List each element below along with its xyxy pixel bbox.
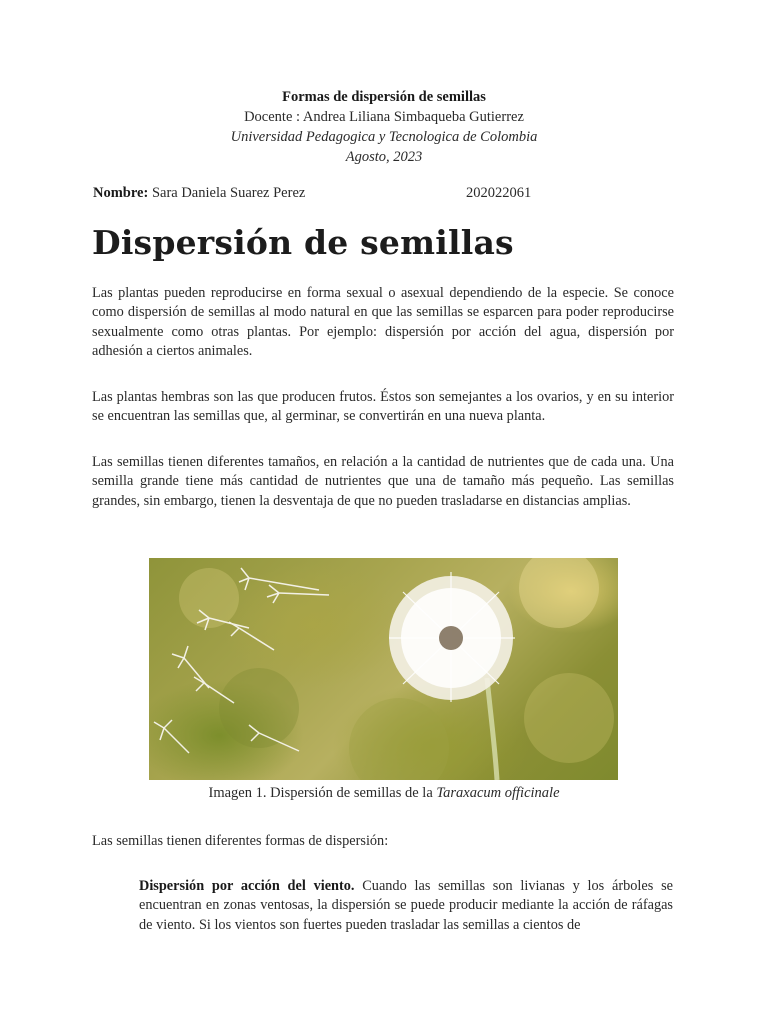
date-line: Agosto, 2023 [345,149,423,165]
caption-species: Taraxacum officinale [436,785,560,801]
name-label: Nombre: [93,185,149,201]
paragraph-sizes: Las semillas tienen diferentes tamaños, en relación a la cantidad de nutrientes que de cada una. Una semilla grande tiene más cantidad de nutrientes que una de tamaño más pequeño. Las semillas grandes, sin embargo, tienen la desventaja de que no pueden trasladarse en distancias amplias. [92,454,674,509]
university-line: Universidad Pedagogica y Tecnologica de Colombia [230,129,538,145]
wind-dispersal-lead: Dispersión por acción del viento. [139,878,355,894]
figure-caption [0,785,768,802]
document-title: Formas de dispersión de semillas [282,89,486,105]
student-info [93,185,693,202]
paragraph-fruits: Las plantas hembras son las que producen frutos. Éstos son semejantes a los ovarios, y en su interior se encuentran las semillas que, al germinar, se convertirán en una nueva planta. [92,389,674,425]
caption-text: Imagen 1. Dispersión de semillas de la [208,785,437,801]
wind-dispersal-text: Cuando las semillas son livianas y los árboles se encuentran en zonas ventosas, la dispersión se puede producir mediante la acción de ráfagas de viento. Si los vientos son fuertes pueden trasladar las semillas a cientos de [139,878,673,933]
dandelion-photo [149,558,618,780]
student-id: 202022061 [466,185,532,201]
student-name: Sara Daniela Suarez Perez [151,185,306,201]
section-heading: Dispersión de semillas [92,223,514,262]
document-header [0,87,768,167]
paragraph-intro: Las plantas pueden reproducirse en forma sexual o asexual dependiendo de la especie. Se conoce como dispersión de semillas al modo natural en que las semillas se esparcen para poder reproducirse sexualmente como otras plantas. Por ejemplo: dispersión por acción del agua, dispersión por adhesión a ciertos animales. [92,285,674,359]
paragraph-forms-intro: Las semillas tienen diferentes formas de dispersión: [92,833,389,849]
paragraph-wind-dispersal [139,877,673,935]
teacher-line: Docente : Andrea Liliana Simbaqueba Gutierrez [244,109,524,125]
